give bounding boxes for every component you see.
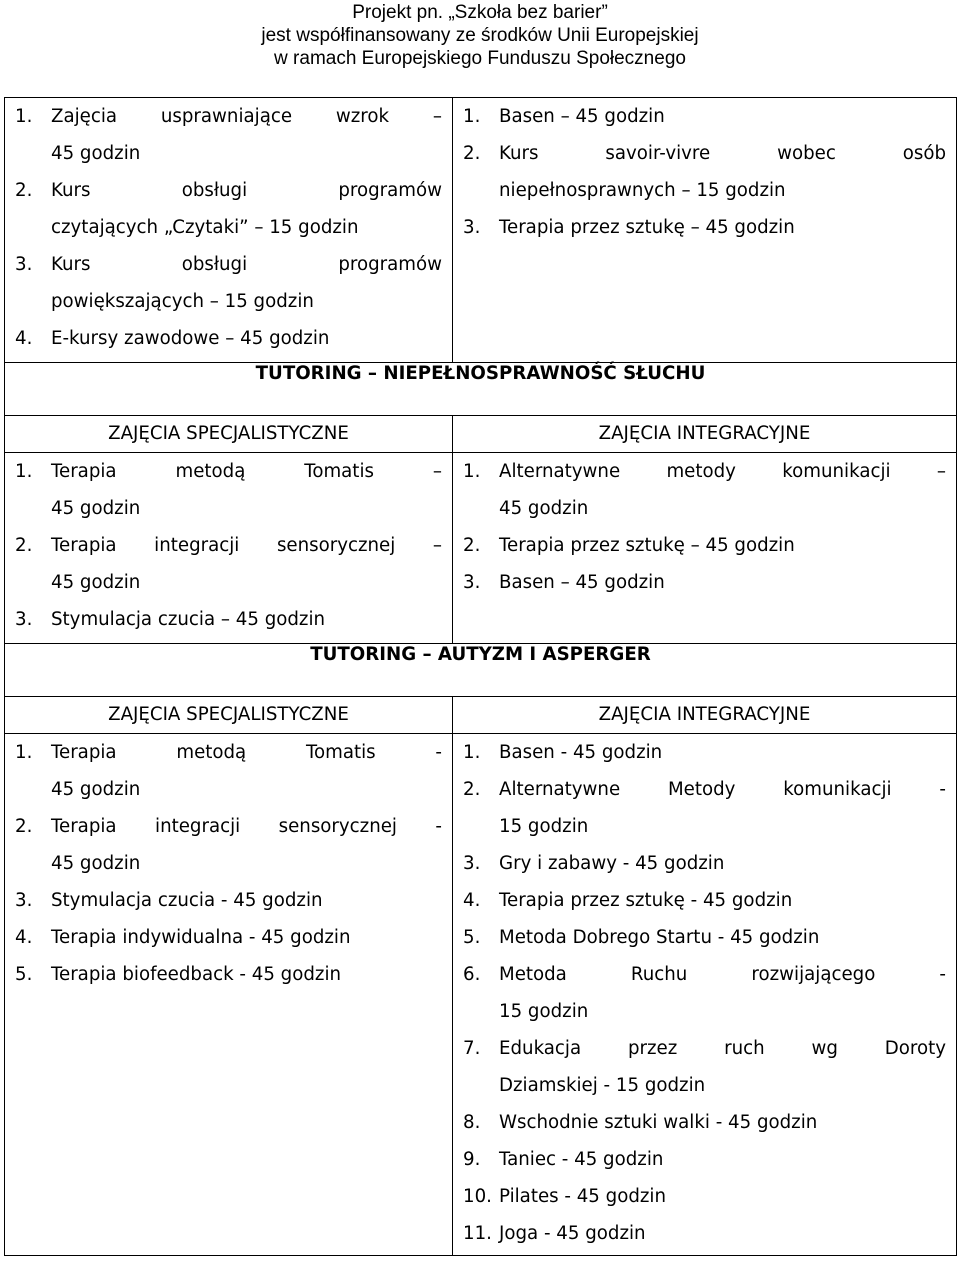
item-text: Kurs savoir-vivre wobec osób [499,143,946,164]
list-item [463,1104,946,1141]
item-text: Stymulacja czucia – 45 godzin [51,609,326,630]
item-text: Basen – 45 godzin [499,106,665,127]
item-number [15,209,51,246]
column-title-specialist: ZAJĘCIA SPECJALISTYCZNE [5,416,453,453]
list-item [15,956,442,993]
item-text: 45 godzin [51,498,141,519]
list-item-continuation [463,1067,946,1104]
item-number: 4. [15,328,33,349]
item-number [15,771,51,808]
item-number: 4. [15,927,33,948]
item-number: 3. [15,890,33,911]
item-text: powiększających – 15 godzin [51,291,314,312]
list-item [15,98,442,135]
list-item [15,601,442,638]
list-item [15,808,442,845]
list-item [463,1178,946,1215]
list-item-continuation [15,283,442,320]
item-number: 2. [15,816,33,837]
item-text: Terapia przez sztukę – 45 godzin [499,535,795,556]
list-item [15,453,442,490]
item-number [463,172,499,209]
item-number: 1. [15,106,33,127]
item-text: Wschodnie sztuki walki - 45 godzin [499,1112,818,1133]
item-number [15,283,51,320]
autism-lists-row [5,734,957,1256]
item-text: Pilates - 45 godzin [499,1186,667,1207]
item-number [463,808,499,845]
item-text: Terapia metodą Tomatis - [51,742,442,763]
item-text: Stymulacja czucia - 45 godzin [51,890,323,911]
list-item-continuation [463,172,946,209]
list-item [463,734,946,771]
list-item [463,527,946,564]
item-text: E-kursy zawodowe – 45 godzin [51,328,330,349]
item-text: 45 godzin [51,143,141,164]
item-number: 1. [463,742,481,763]
autism-integration-list [453,734,956,1252]
item-text: Terapia integracji sensorycznej - [51,816,442,837]
list-item [463,453,946,490]
top-right-list [453,98,956,246]
item-text: Terapia przez sztukę - 45 godzin [499,890,793,911]
item-text: 45 godzin [51,779,141,800]
list-item-continuation [463,993,946,1030]
autism-specialist-list [5,734,452,993]
item-number [15,564,51,601]
header-line-fund: w ramach Europejskiego Funduszu Społecznego [274,48,686,69]
section-heading-row [5,363,957,416]
item-number: 10. [463,1186,492,1207]
item-number [463,1067,499,1104]
item-number: 1. [15,742,33,763]
item-number: 2. [15,535,33,556]
item-text: Terapia integracji sensorycznej – [51,535,442,556]
top-row [5,98,957,363]
item-number [15,490,51,527]
item-number: 11. [463,1223,492,1244]
item-text: Zajęcia usprawniające wzrok – [51,106,442,127]
item-number: 2. [463,143,481,164]
item-text: 15 godzin [499,816,589,837]
item-text: 15 godzin [499,1001,589,1022]
autism-left-cell [5,734,453,1256]
top-left-list [5,98,452,357]
list-item [463,956,946,993]
list-item-continuation [463,808,946,845]
item-number: 3. [463,853,481,874]
item-number: 5. [15,964,33,985]
item-text: czytających „Czytaki” – 15 godzin [51,217,359,238]
list-item [463,135,946,172]
item-text: 45 godzin [51,853,141,874]
header-line-project: Projekt pn. „Szkoła bez barier” [352,2,608,23]
hearing-right-cell [453,453,957,644]
item-text: Terapia indywidualna - 45 godzin [51,927,351,948]
list-item [15,882,442,919]
item-number: 2. [463,535,481,556]
item-text: Joga - 45 godzin [499,1223,646,1244]
item-number: 3. [15,254,33,275]
item-text: Basen - 45 godzin [499,742,663,763]
item-text: Terapia metodą Tomatis – [51,461,442,482]
column-title-integration: ZAJĘCIA INTEGRACYJNE [453,416,957,453]
item-text: Basen – 45 godzin [499,572,665,593]
list-item-continuation [15,209,442,246]
item-text: Taniec - 45 godzin [499,1149,664,1170]
list-item [463,1215,946,1252]
top-right-cell [453,98,957,363]
item-number: 6. [463,964,481,985]
item-text: Metoda Dobrego Startu - 45 godzin [499,927,820,948]
list-item [463,771,946,808]
document-header [0,0,960,70]
list-item [15,320,442,357]
section-heading-autism: TUTORING – AUTYZM I ASPERGER [5,644,957,697]
list-item [15,246,442,283]
list-item [463,845,946,882]
item-number: 1. [463,106,481,127]
item-number [463,993,499,1030]
item-number: 7. [463,1038,481,1059]
column-title-specialist: ZAJĘCIA SPECJALISTYCZNE [5,697,453,734]
item-number: 5. [463,927,481,948]
item-text: Terapia biofeedback - 45 godzin [51,964,342,985]
item-number: 3. [463,217,481,238]
list-item-continuation [463,490,946,527]
header-line-funding: jest współfinansowany ze środków Unii Europejskiej [261,25,699,46]
list-item [463,98,946,135]
item-text: Kurs obsługi programów [51,180,442,201]
item-text: Alternatywne metody komunikacji – [499,461,946,482]
section-heading-row [5,644,957,697]
item-number: 9. [463,1149,481,1170]
column-titles-row [5,416,957,453]
item-number: 2. [463,779,481,800]
list-item-continuation [15,845,442,882]
item-text: niepełnosprawnych – 15 godzin [499,180,786,201]
list-item [463,209,946,246]
list-item [463,1141,946,1178]
item-number [15,135,51,172]
hearing-lists-row [5,453,957,644]
hearing-integration-list [453,453,956,601]
item-text: Gry i zabawy - 45 godzin [499,853,725,874]
item-number [463,490,499,527]
item-text: Edukacja przez ruch wg Doroty [499,1038,946,1059]
item-number: 1. [15,461,33,482]
top-left-cell [5,98,453,363]
item-number: 1. [463,461,481,482]
section-heading-hearing: TUTORING – NIEPEŁNOSPRAWNOŚĆ SŁUCHU [5,363,957,416]
item-text: Metoda Ruchu rozwijającego - [499,964,946,985]
list-item-continuation [15,564,442,601]
item-number: 4. [463,890,481,911]
hearing-specialist-list [5,453,452,638]
list-item [463,919,946,956]
list-item [15,919,442,956]
item-number: 2. [15,180,33,201]
item-number: 3. [463,572,481,593]
hearing-left-cell [5,453,453,644]
item-text: Dziamskiej - 15 godzin [499,1075,706,1096]
item-number [15,845,51,882]
list-item [15,527,442,564]
item-text: Kurs obsługi programów [51,254,442,275]
list-item-continuation [15,490,442,527]
program-table [4,97,957,1256]
list-item [15,172,442,209]
item-text: Alternatywne Metody komunikacji - [499,779,946,800]
list-item [463,1030,946,1067]
list-item-continuation [15,771,442,808]
list-item [15,734,442,771]
item-number: 8. [463,1112,481,1133]
item-number: 3. [15,609,33,630]
list-item [463,564,946,601]
list-item [463,882,946,919]
item-text: Terapia przez sztukę – 45 godzin [499,217,795,238]
autism-right-cell [453,734,957,1256]
column-title-integration: ZAJĘCIA INTEGRACYJNE [453,697,957,734]
column-titles-row [5,697,957,734]
item-text: 45 godzin [499,498,589,519]
list-item-continuation [15,135,442,172]
item-text: 45 godzin [51,572,141,593]
